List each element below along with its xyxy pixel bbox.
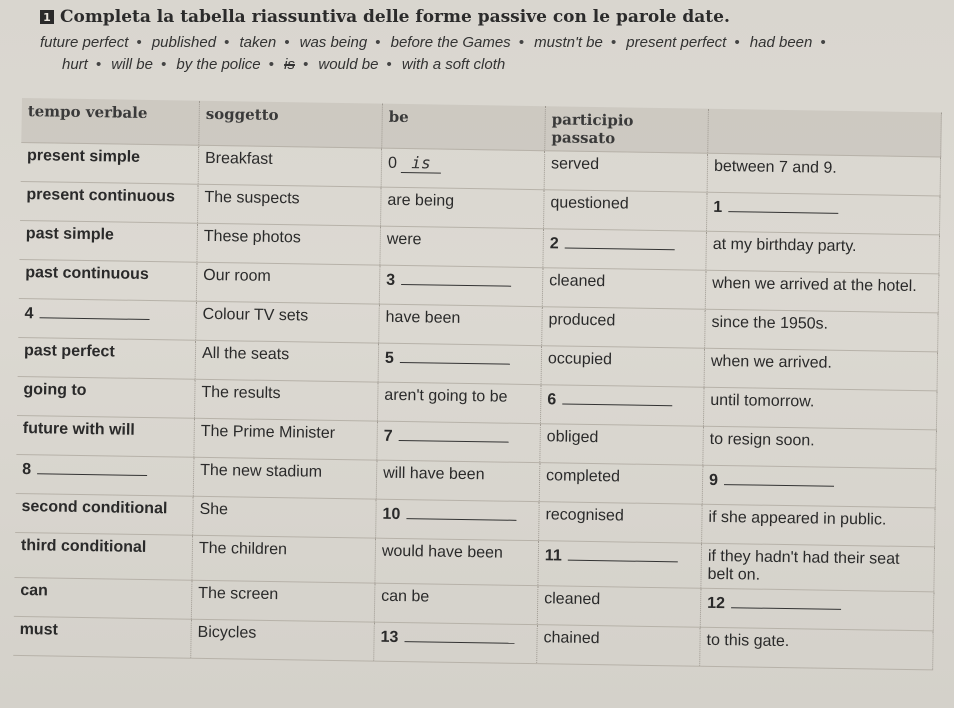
participle-cell-text: recognised (545, 506, 624, 525)
tense-cell-text: must (19, 621, 59, 639)
be-cell-text: will have been (383, 464, 485, 484)
word-bank-item: present perfect (626, 34, 727, 51)
rest-cell (703, 426, 937, 469)
subject-cell-text: The screen (198, 584, 279, 604)
word-bank-item: will be (111, 56, 153, 73)
subject-cell-text: The suspects (204, 188, 300, 208)
rest-cell-text: at my birthday party. (712, 235, 857, 256)
be-cell (381, 187, 545, 229)
subject-cell-text: The results (201, 383, 281, 403)
header-tense: tempo verbale (21, 98, 199, 145)
word-bank-item: was being (299, 34, 368, 51)
rest-cell-text: to this gate. (706, 631, 790, 651)
tense-cell-text: past simple (25, 225, 115, 244)
participle-cell (543, 229, 707, 271)
be-cell (374, 583, 538, 625)
tense-cell-text: can (20, 582, 48, 600)
participle-cell (540, 385, 704, 427)
rest-cell (700, 627, 934, 670)
blank-number: 11 (544, 547, 562, 565)
tense-cell (13, 616, 191, 658)
blank-number: 12 (707, 594, 726, 613)
rest-cell (702, 465, 936, 508)
header-subject: soggetto (199, 101, 383, 148)
subject-cell (198, 145, 382, 187)
tense-cell (15, 493, 193, 535)
tense-cell-text: present continuous (26, 186, 176, 206)
exercise-header (40, 2, 940, 76)
be-cell-text: were (386, 230, 422, 249)
be-cell-text: would have been (381, 542, 504, 562)
rest-cell (700, 588, 934, 631)
tense-cell-text: third conditional (20, 537, 147, 557)
tense-cell (19, 220, 197, 262)
be-cell (377, 382, 541, 424)
blank-number: 10 (382, 505, 401, 523)
subject-cell-text: The Prime Minister (200, 422, 336, 442)
answer-blank[interactable] (565, 234, 675, 251)
answer-blank[interactable] (401, 270, 511, 287)
tense-cell (18, 298, 196, 340)
participle-cell (544, 190, 708, 232)
word-bank-line-1: future perfect • published • taken • was being • before the Games • mustn't be • present perfect • had been • (40, 34, 826, 51)
rest-cell-text: when we arrived at the hotel. (712, 274, 917, 296)
subject-cell-text: She (199, 500, 229, 519)
blank-number: 7 (383, 427, 393, 445)
participle-cell-text: produced (548, 311, 616, 330)
subject-cell (195, 340, 379, 382)
subject-cell-text: Colour TV sets (202, 305, 309, 325)
subject-cell (194, 418, 378, 460)
word-bank (40, 32, 940, 76)
subject-cell (196, 262, 380, 304)
word-bank-item-struck: is (284, 56, 295, 73)
subject-cell-text: All the seats (201, 344, 290, 364)
subject-cell-text: The children (198, 539, 288, 559)
word-bank-item: mustn't be (534, 34, 603, 51)
tense-cell-text: future with will (22, 420, 135, 439)
blank-number: 5 (384, 349, 394, 367)
word-bank-item: published (151, 34, 217, 51)
participle-cell (542, 268, 706, 310)
be-cell (376, 460, 540, 502)
tense-cell (19, 259, 197, 301)
subject-cell (193, 457, 377, 499)
blank-number: 8 (22, 461, 32, 479)
rest-cell (704, 348, 938, 391)
answer-blank[interactable] (399, 426, 509, 443)
subject-cell (192, 535, 376, 583)
passive-forms-table (13, 98, 942, 670)
participle-cell-text: questioned (550, 194, 629, 213)
word-bank-item: hurt (62, 56, 88, 73)
exercise-title: Completa la tabella riassuntiva delle forme passive con le parole date. (60, 7, 730, 27)
table-body (13, 142, 940, 669)
tense-cell-text: past continuous (25, 264, 149, 284)
rest-cell-text: if they hadn't had their seat belt on. (707, 547, 900, 584)
rest-cell-text: to resign soon. (709, 430, 815, 450)
rest-cell (702, 504, 936, 547)
participle-cell (539, 463, 703, 505)
answer-blank[interactable] (37, 459, 147, 476)
be-cell (379, 304, 543, 346)
participle-cell-text: completed (545, 467, 621, 486)
header-rest (708, 109, 942, 157)
tense-cell (16, 415, 194, 457)
tense-cell (16, 454, 194, 496)
rest-cell-text: since the 1950s. (711, 313, 829, 333)
subject-cell-text: Our room (203, 266, 271, 285)
subject-cell-text: These photos (203, 227, 301, 247)
example-answer: is (401, 153, 441, 174)
answer-blank[interactable] (400, 348, 510, 365)
blank-number: 1 (713, 198, 723, 217)
answer-blank[interactable] (404, 627, 514, 644)
blank-number: 2 (549, 235, 559, 253)
participle-cell (537, 586, 701, 628)
subject-cell (193, 496, 377, 538)
rest-cell (706, 231, 940, 274)
subject-cell (191, 580, 375, 622)
tense-cell-text: past perfect (23, 342, 115, 361)
word-bank-item: future perfect (40, 34, 129, 51)
title-row (40, 2, 940, 32)
word-bank-item: had been (749, 34, 813, 51)
tense-cell (21, 142, 199, 184)
answer-blank[interactable] (568, 546, 678, 563)
word-bank-item: taken (239, 34, 277, 51)
rest-cell-text: between 7 and 9. (713, 157, 837, 177)
be-cell-text: aren't going to be (384, 386, 508, 406)
header-be: be (382, 104, 546, 151)
be-cell (378, 343, 542, 385)
be-cell-text: 0 (387, 154, 398, 172)
be-cell-text: can be (381, 587, 430, 606)
be-cell (380, 226, 544, 268)
tense-cell (20, 181, 198, 223)
subject-cell-text: Breakfast (204, 149, 273, 168)
tense-cell (14, 577, 192, 619)
tense-cell-text: going to (23, 381, 87, 400)
participle-cell (538, 541, 702, 589)
subject-cell-text: Bicycles (197, 623, 257, 642)
answer-blank[interactable] (728, 197, 838, 214)
subject-cell (194, 379, 378, 421)
blank-number: 4 (24, 305, 34, 323)
be-cell (376, 499, 540, 541)
word-bank-item: with a soft cloth (401, 56, 506, 73)
be-cell (379, 265, 543, 307)
participle-cell-text: served (550, 155, 600, 174)
subject-cell (196, 301, 380, 343)
rest-cell (706, 192, 940, 235)
blank-number: 9 (708, 471, 719, 489)
participle-cell (537, 625, 701, 667)
subject-cell (198, 184, 382, 226)
be-cell (375, 538, 539, 586)
participle-cell-text: obliged (546, 428, 599, 447)
participle-cell-text: occupied (547, 350, 613, 369)
rest-cell (707, 153, 941, 196)
blank-number: 6 (547, 391, 557, 409)
rest-cell-text: when we arrived. (710, 352, 833, 372)
exercise-number-badge: 1 (40, 10, 54, 24)
answer-blank[interactable] (731, 593, 841, 610)
blank-number: 3 (386, 271, 396, 289)
word-bank-item: by the police (176, 56, 261, 73)
participle-cell (541, 346, 705, 388)
rest-cell (701, 543, 935, 592)
rest-cell (703, 387, 937, 430)
participle-cell-text: cleaned (549, 272, 606, 291)
tense-cell-text: present simple (26, 147, 141, 166)
participle-cell (544, 151, 708, 193)
tense-cell (18, 337, 196, 379)
rest-cell-text: until tomorrow. (710, 391, 815, 411)
be-cell-text: have been (385, 308, 461, 327)
be-cell-text: are being (387, 191, 455, 210)
answer-blank[interactable] (724, 470, 834, 487)
blank-number: 13 (380, 628, 399, 646)
participle-cell (539, 502, 703, 544)
word-bank-item: would be (318, 56, 379, 73)
tense-cell (14, 532, 192, 580)
word-bank-item: before the Games (390, 34, 511, 51)
answer-blank[interactable] (562, 390, 672, 407)
be-cell (377, 421, 541, 463)
subject-cell (197, 223, 381, 265)
subject-cell-text: The new stadium (200, 461, 323, 481)
subject-cell (191, 619, 375, 661)
participle-cell (542, 307, 706, 349)
rest-cell-text: if she appeared in public. (708, 508, 887, 529)
be-cell (381, 148, 545, 190)
answer-blank[interactable] (39, 303, 149, 320)
participle-cell-text: cleaned (544, 590, 601, 609)
rest-cell (705, 270, 939, 313)
answer-blank[interactable] (406, 504, 516, 521)
rest-cell (705, 309, 939, 352)
tense-cell (17, 376, 195, 418)
word-bank-line-2: hurt • will be • by the police • is • would be • with a soft cloth (62, 56, 506, 73)
header-participle: participio passato (545, 106, 709, 153)
participle-cell (540, 424, 704, 466)
be-cell (374, 622, 538, 664)
tense-cell-text: second conditional (21, 498, 168, 518)
participle-cell-text: chained (543, 629, 600, 648)
